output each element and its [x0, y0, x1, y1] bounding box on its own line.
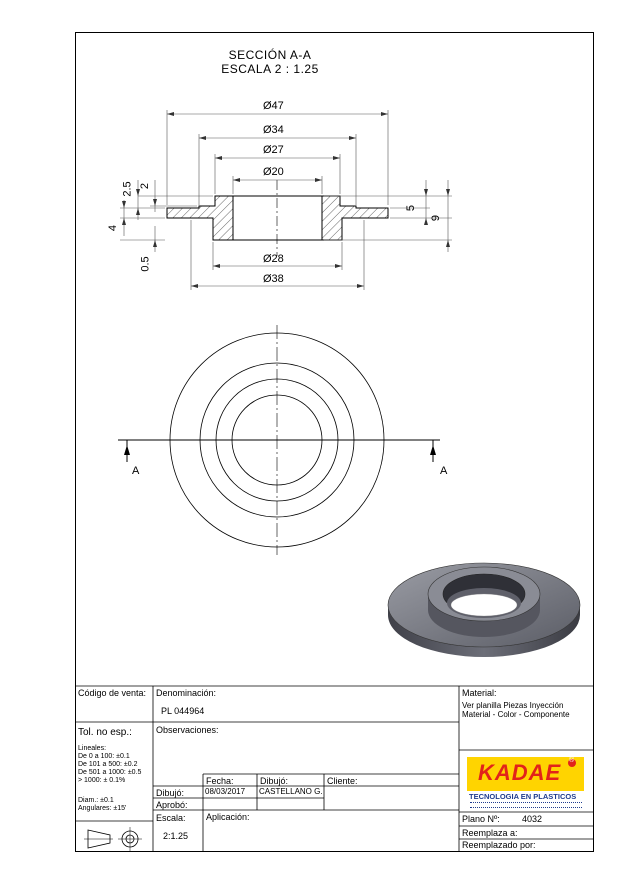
plano-value: 4032 [522, 814, 543, 824]
logo-tagline: TECNOLOGIA EN PLASTICOS [469, 792, 577, 801]
cliente-label: Cliente: [327, 776, 358, 786]
section-view [167, 180, 388, 256]
section-marker-right: A [440, 465, 448, 477]
section-dimension-lines [120, 110, 452, 290]
dim-diameter-34: Ø34 [263, 124, 284, 136]
dim-diameter-28: Ø28 [263, 253, 284, 265]
front-view [118, 325, 440, 555]
logo-registered: ® [569, 757, 575, 764]
tolerance-line: De 101 a 500: ±0.2 [78, 761, 138, 768]
logo-fine-print [470, 802, 582, 808]
dim-diameter-38: Ø38 [263, 273, 284, 285]
tolerance-line: De 0 a 100: ±0.1 [78, 753, 130, 760]
fecha-label: Fecha: [206, 776, 234, 786]
isometric-view [388, 563, 580, 657]
plano-label: Plano Nº: [462, 814, 500, 824]
dibujo-fecha: 08/03/2017 [205, 787, 246, 796]
dim-height-5: 5 [405, 204, 418, 212]
logo-name: KADAE [478, 760, 562, 785]
dim-diameter-20: Ø20 [263, 166, 284, 178]
dim-height-9: 9 [430, 214, 443, 222]
dibujo-nombre: CASTELLANO G. [259, 787, 323, 796]
aprobo-label: Aprobó: [156, 800, 188, 810]
material-label: Material: [462, 688, 497, 698]
diameter-tolerance: Diam.: ±0.1 [78, 797, 114, 804]
aplicacion-label: Aplicación: [206, 812, 250, 822]
dim-height-2: 2 [139, 182, 152, 190]
section-marker-left: A [132, 465, 140, 477]
denominacion-label: Denominación: [156, 688, 217, 698]
codigo-label: Código de venta: [78, 688, 147, 698]
dibujo-label: Dibujó: [156, 788, 185, 798]
material-value-2: Material - Color - Componente [462, 710, 570, 719]
lineales-label: Lineales: [78, 745, 107, 752]
section-dimension-arrows [122, 112, 450, 288]
tolerance-line: > 1000: ± 0.1% [78, 777, 126, 784]
dim-height-2-5: 2.5 [121, 181, 134, 197]
tolerance-line: De 501 a 1000: ±0.5 [78, 769, 142, 776]
escala-label: Escala: [156, 813, 186, 823]
reemplazado-label: Reemplazado por: [462, 840, 536, 850]
material-value-1: Ver planilla Piezas Inyección [462, 701, 564, 710]
section-title: SECCIÓN A-A [228, 48, 312, 62]
escala-value: 2:1.25 [163, 831, 189, 841]
observaciones-label: Observaciones: [156, 725, 219, 735]
angular-tolerance: Angulares: ±15' [78, 805, 127, 812]
tolerance-label: Tol. no esp.: [78, 727, 132, 738]
dim-diameter-47: Ø47 [263, 100, 284, 112]
section-scale: ESCALA 2 : 1.25 [221, 62, 319, 76]
dim-diameter-27: Ø27 [263, 144, 284, 156]
reemplaza-label: Reemplaza a: [462, 828, 518, 838]
dim-height-4: 4 [107, 224, 120, 232]
denominacion-value: PL 044964 [161, 706, 205, 716]
dim-height-0-5: 0.5 [139, 256, 152, 272]
dibujo-header: Dibujó: [260, 776, 289, 786]
projection-symbol-icon [84, 827, 142, 851]
